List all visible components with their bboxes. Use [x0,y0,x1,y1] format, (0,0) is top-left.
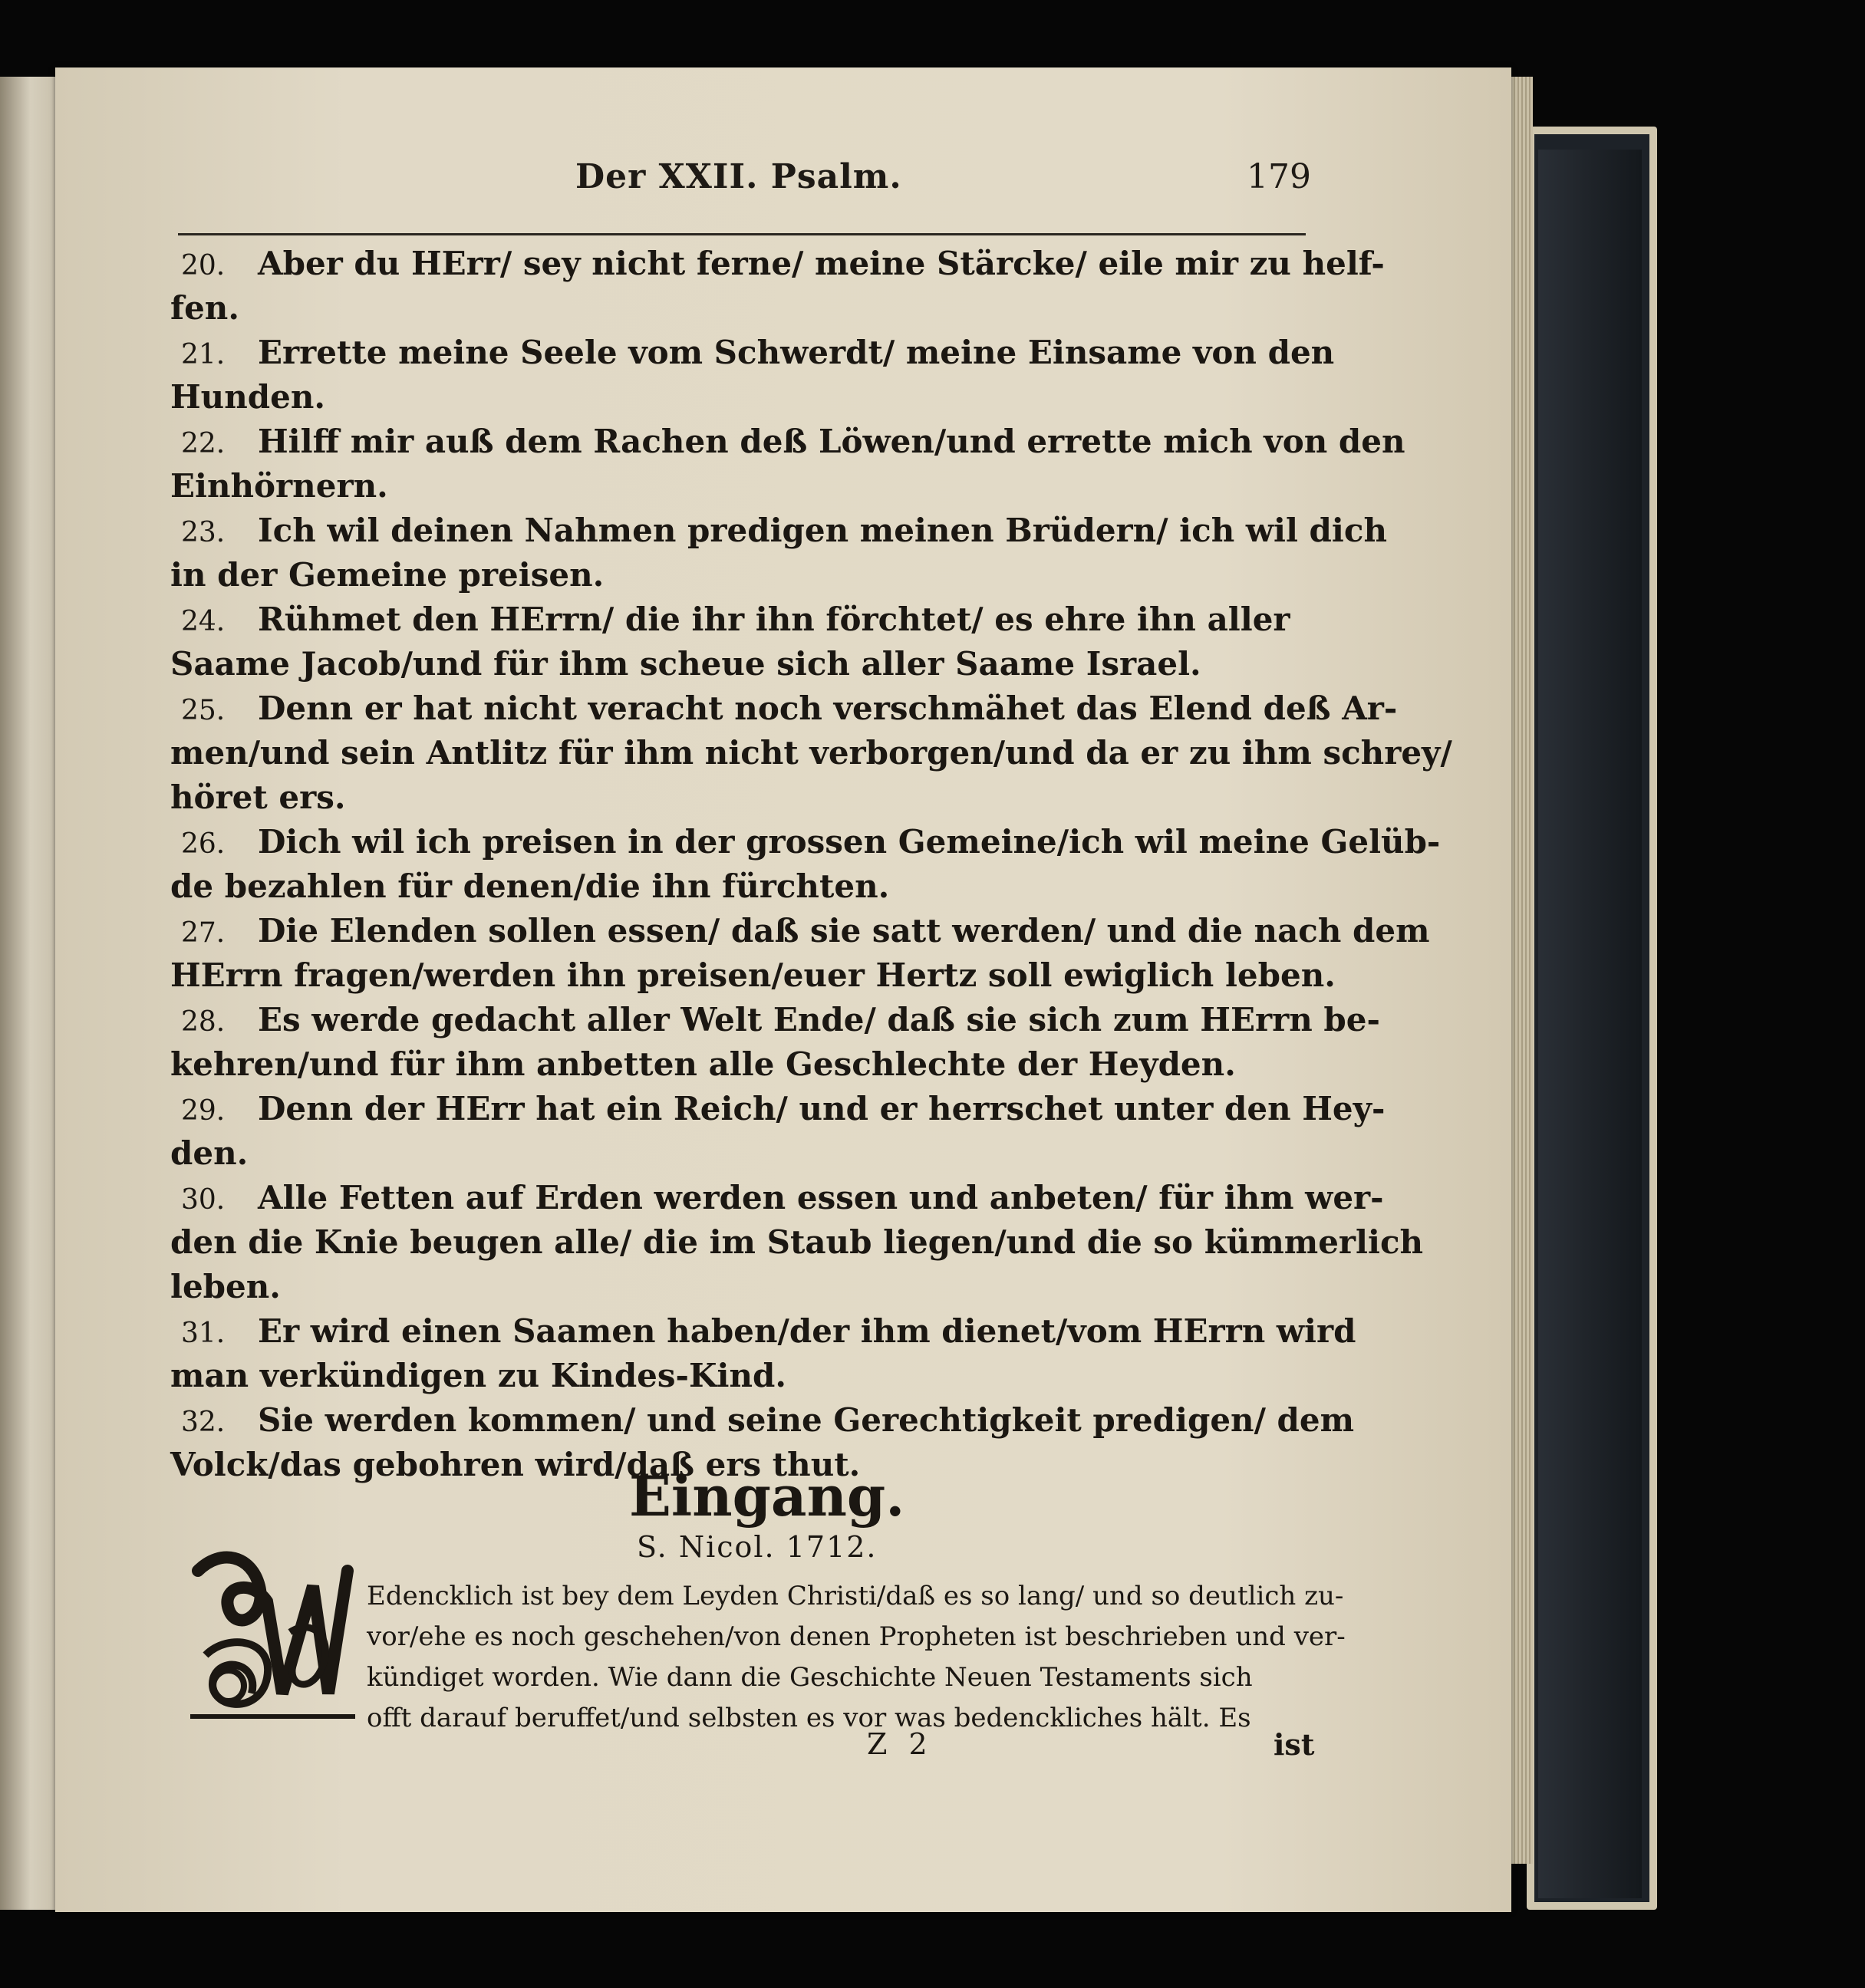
intro-line: vor/ehe es noch geschehen/von denen Propheten ist beschrieben und ver- [367,1621,1346,1652]
verse-text: den die Knie beugen alle/ die im Staub liegen/und die so kümmerlich [170,1223,1424,1261]
verse-line [170,331,1335,375]
verse-number: 26. [181,828,226,860]
verse-text: Hilff mir auß dem Rachen deß Löwen/und errette mich von den [258,423,1405,460]
running-head-title: Der XXII. Psalm. [575,157,902,196]
verse-number: 27. [181,917,226,949]
drop-cap-ornament [183,1540,363,1724]
verse-text: Errette meine Seele vom Schwerdt/ meine Einsame von den [258,334,1335,371]
verse-number: 31. [181,1318,226,1349]
verse-text: Volck/das gebohren wird/daß ers thut. [170,1446,861,1483]
verse-line [170,909,1430,953]
verse-text: HErrn fragen/werden ihn preisen/euer Hertz soll ewiglich leben. [170,956,1336,994]
verse-line [170,286,1317,331]
verse-line [170,1354,1317,1398]
verse-line [170,820,1441,864]
verse-text: Ich wil deinen Nahmen predigen meinen Brüdern/ ich wil dich [258,512,1387,549]
verse-line [170,1220,1424,1265]
verse-line [170,1087,1386,1131]
left-page-edge [0,77,55,1910]
page-number: 179 [1247,157,1311,196]
verse-text: Rühmet den HErrn/ die ihr ihn förchtet/ es ehre ihn aller [258,601,1290,638]
verse-text: kehren/und für ihm anbetten alle Geschlechte der Heyden. [170,1045,1236,1083]
verse-number: 30. [181,1184,226,1216]
verse-text: höret ers. [170,778,346,816]
verse-text: Die Elenden sollen essen/ daß sie satt werden/ und die nach dem [258,912,1430,950]
verse-line [170,1176,1384,1220]
verse-line [170,553,1317,597]
verse-text: Dich wil ich preisen in der grossen Gemeine/ich wil meine Gelüb- [258,823,1441,861]
verse-line [170,1042,1317,1087]
book-cover-spine [1538,150,1642,1898]
verse-line [170,509,1387,553]
verse-text: in der Gemeine preisen. [170,556,605,594]
verse-line [170,242,1385,286]
verse-number: 22. [181,428,226,459]
verse-text: Einhörnern. [170,467,388,505]
verse-text: Denn der HErr hat ein Reich/ und er herrschet unter den Hey- [258,1090,1386,1127]
verse-number: 28. [181,1006,226,1038]
verse-line [170,864,1317,909]
verse-text: Hunden. [170,378,326,416]
verse-line [170,953,1336,998]
intro-line: Edencklich ist bey dem Leyden Christi/daß es so lang/ und so deutlich zu- [367,1581,1344,1611]
verse-number: 25. [181,695,226,726]
verse-line [170,775,1317,820]
verse-text: Saame Jacob/und für ihm scheue sich aller Saame Israel. [170,645,1201,683]
verse-text: Es werde gedacht aller Welt Ende/ daß sie sich zum HErrn be- [258,1001,1380,1038]
verse-number: 21. [181,339,226,370]
verse-number: 20. [181,250,226,281]
catchword: ist [1274,1727,1315,1762]
verse-text: fen. [170,289,239,327]
verse-list [170,242,1452,1487]
verse-text: men/und sein Antlitz für ihm nicht verborgen/und da er zu ihm schrey/ [170,734,1452,772]
verse-line [170,998,1380,1042]
intro-line: offt darauf beruffet/und selbsten es vor was bedenckliches hält. Es [367,1703,1251,1733]
verse-line [170,1309,1356,1354]
verse-line [170,464,1317,509]
verse-number: 23. [181,517,226,548]
verse-text: Er wird einen Saamen haben/der ihm dienet/vom HErrn wird [258,1312,1356,1350]
verse-line [170,597,1317,642]
signature-mark: Z 2 [867,1727,934,1761]
verse-line [170,642,1317,686]
verse-line [170,375,1317,420]
verse-text: Alle Fetten auf Erden werden essen und anbeten/ für ihm wer- [258,1179,1384,1216]
verse-line [170,1131,1317,1176]
verse-text: Aber du HErr/ sey nicht ferne/ meine Stärcke/ eile mir zu helf- [258,245,1385,282]
verse-text: man verkündigen zu Kindes-Kind. [170,1357,786,1394]
verse-line [170,686,1398,731]
section-title: Eingang. [629,1463,905,1529]
verse-text: den. [170,1134,249,1172]
verse-text: Sie werden kommen/ und seine Gerechtigkeit predigen/ dem [258,1401,1355,1439]
verse-line [170,1398,1355,1443]
section-source: S. Nicol. 1712. [637,1530,878,1564]
intro-paragraph [367,1576,1346,1739]
verse-line [170,731,1452,775]
header-rule [178,233,1306,235]
verse-line [170,1265,1317,1309]
verse-line [170,420,1405,464]
verse-text: Denn er hat nicht veracht noch verschmähet das Elend deß Ar- [258,690,1398,727]
intro-line: kündiget worden. Wie dann die Geschichte Neuen Testaments sich [367,1662,1253,1693]
verse-text: de bezahlen für denen/die ihn fürchten. [170,867,890,905]
verse-text: leben. [170,1268,281,1305]
verse-number: 32. [181,1407,226,1438]
verse-number: 24. [181,606,226,637]
verse-number: 29. [181,1095,226,1127]
